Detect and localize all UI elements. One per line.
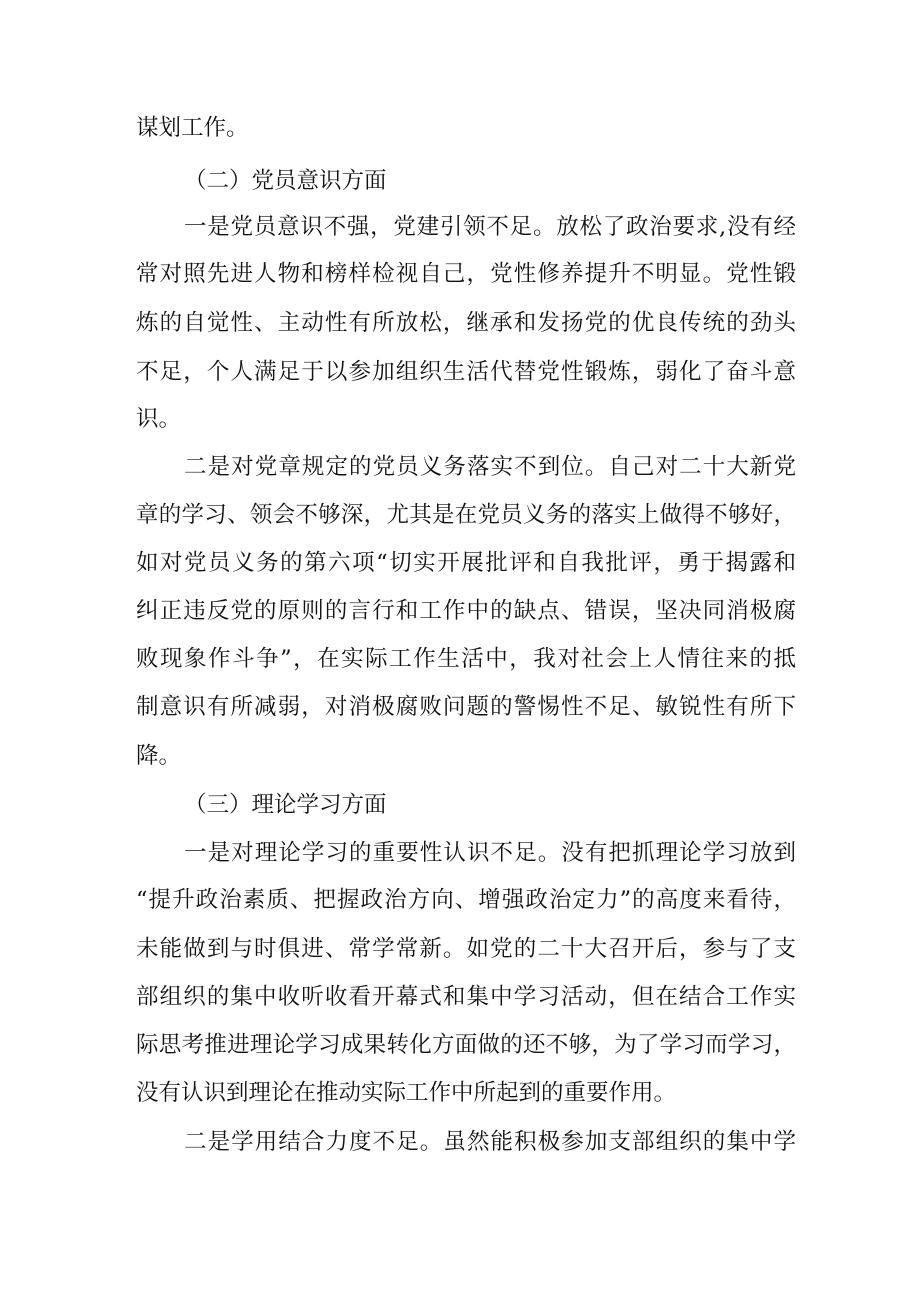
paragraph-line: 没有认识到理论在推动实际工作中所起到的重要作用。 — [136, 1080, 677, 1106]
section-heading-party-awareness: （二）党员意识方面 — [184, 168, 387, 194]
paragraph-line: 一是党员意识不强，党建引领不足。放松了政治要求,没有经 — [184, 214, 796, 240]
paragraph-line: 如对党员义务的第六项“切实开展批评和自我批评，勇于揭露和 — [136, 550, 796, 576]
paragraph-line: 二是学用结合力度不足。虽然能积极参加支部组织的集中学 — [184, 1129, 796, 1155]
paragraph-line: 制意识有所减弱，对消极腐败问题的警惕性不足、敏锐性有所下 — [136, 694, 796, 720]
paragraph-line: 一是对理论学习的重要性认识不足。没有把抓理论学习放到 — [184, 840, 796, 866]
paragraph-line: 识。 — [136, 406, 182, 432]
paragraph-line: 谋划工作。 — [136, 115, 249, 141]
paragraph-line: 二是对党章规定的党员义务落实不到位。自己对二十大新党 — [184, 454, 796, 480]
paragraph-line: 不足，个人满足于以参加组织生活代替党性锻炼，弱化了奋斗意 — [136, 359, 796, 385]
paragraph-line: 常对照先进人物和榜样检视自己，党性修养提升不明显。党性锻 — [136, 261, 796, 287]
paragraph-line: 未能做到与时俱进、常学常新。如党的二十大召开后，参与了支 — [136, 936, 796, 962]
paragraph-line: 降。 — [136, 743, 182, 769]
paragraph-line: 部组织的集中收听收看开幕式和集中学习活动，但在结合工作实 — [136, 984, 796, 1010]
paragraph-line: 章的学习、领会不够深，尤其是在党员义务的落实上做得不够好， — [136, 502, 796, 528]
section-heading-theory-study: （三）理论学习方面 — [184, 792, 387, 818]
paragraph-line: 炼的自觉性、主动性有所放松，继承和发扬党的优良传统的劲头 — [136, 310, 796, 336]
paragraph-line: 纠正违反党的原则的言行和工作中的缺点、错误，坚决同消极腐 — [136, 598, 796, 624]
paragraph-line: 败现象作斗争”，在实际工作生活中，我对社会上人情往来的抵 — [136, 646, 796, 672]
paragraph-line: 际思考推进理论学习成果转化方面做的还不够，为了学习而学习， — [136, 1032, 796, 1058]
paragraph-line: “提升政治素质、把握政治方向、增强政治定力”的高度来看待， — [136, 887, 796, 913]
